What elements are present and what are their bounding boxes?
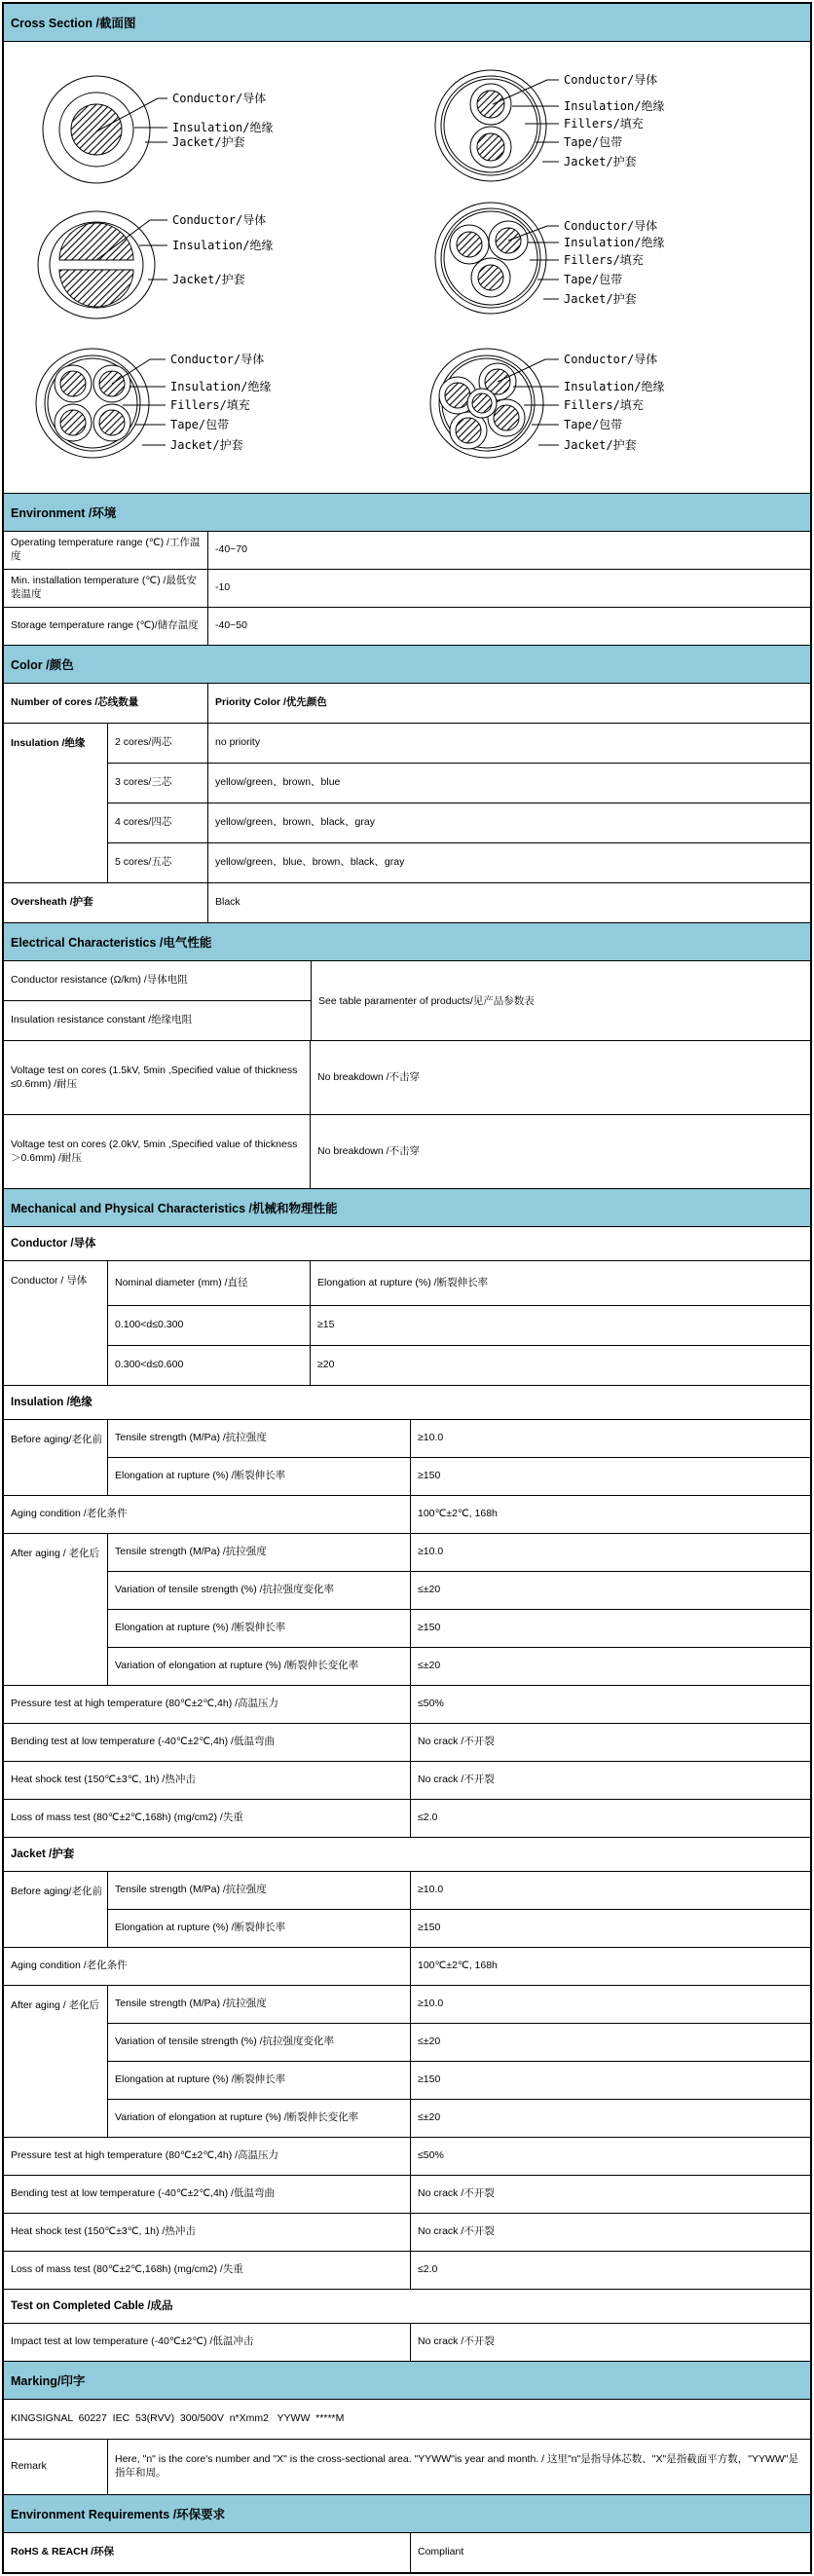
row-value: ≥150 <box>418 1470 441 1482</box>
row-label-before-aging: Before aging/老化前 <box>4 1420 108 1495</box>
diagram-label-conductor: Conductor/导体 <box>172 92 267 105</box>
section-header-mechanical: Mechanical and Physical Characteristics /机械和物理性能 <box>4 1189 810 1227</box>
diagram-label-insulation: Insulation/绝缘 <box>172 239 274 252</box>
resistance-row-conductor <box>4 961 311 1001</box>
table-row <box>108 1648 810 1685</box>
table-row <box>108 1458 810 1495</box>
remark-row <box>4 2440 810 2495</box>
row-label: Voltage test on cores (2.0kV, 5min ,Specified value of thickness ＞0.6mm) /耐压 <box>4 1115 311 1188</box>
conductor-table <box>4 1261 810 1386</box>
table-row <box>108 1910 810 1947</box>
row-label: Min. installation temperature (℃) /最低安装温度 <box>4 570 208 607</box>
row-value: No crack /不开裂 <box>418 2335 495 2348</box>
subsection-insulation: Insulation /绝缘 <box>4 1386 810 1420</box>
row-value: ≥10.0 <box>418 1884 444 1896</box>
conductor-row-2 <box>108 1346 810 1385</box>
diagram-5-core <box>430 349 664 458</box>
jacket-before-aging-group <box>4 1872 810 1948</box>
row-value: ≥150 <box>418 1622 441 1634</box>
color-cell: yellow/green、blue、brown、black、gray <box>215 856 405 869</box>
table-row <box>108 2062 810 2100</box>
row-label: Tensile strength (M/Pa) /抗拉强度 <box>108 1986 411 2023</box>
color-row-4cores <box>108 803 810 843</box>
row-label: Loss of mass test (80℃±2℃,168h) (mg/cm2) /失重 <box>4 1800 411 1837</box>
elongation-cell: ≥15 <box>317 1319 335 1331</box>
row-value: 100℃±2℃, 168h <box>418 1508 498 1520</box>
color-cell: yellow/green、brown、blue <box>215 776 341 789</box>
row-value: ≤50% <box>418 1698 444 1710</box>
voltage-test-row-2 <box>4 1115 810 1189</box>
diagram-1-core <box>43 76 273 183</box>
marking-line-row <box>4 2400 810 2440</box>
row-value: ≥10.0 <box>418 1546 444 1558</box>
diagram-label-jacket: Jacket/护套 <box>172 273 245 286</box>
insulation-heat-shock-row <box>4 1762 810 1800</box>
jacket-aging-condition-row <box>4 1948 810 1986</box>
diagram-label-conductor: Conductor/导体 <box>564 353 658 366</box>
cores-cell: 2 cores/两芯 <box>108 724 208 763</box>
diagram-label-conductor: Conductor/导体 <box>564 73 658 87</box>
diagram-label-fillers: Fillers/填充 <box>564 253 644 267</box>
row-value: ≤2.0 <box>418 2263 438 2276</box>
diagram-label-jacket: Jacket/护套 <box>564 155 637 168</box>
voltage-test-row-1 <box>4 1041 810 1115</box>
diagram-label-tape: Tape/包带 <box>564 135 623 149</box>
row-label-after-aging: After aging / 老化后 <box>4 1534 108 1685</box>
diagram-label-fillers: Fillers/填充 <box>170 398 250 412</box>
section-header-env-requirements: Environment Requirements /环保要求 <box>4 2495 810 2533</box>
row-label: Variation of elongation at rupture (%) /断裂伸长变化率 <box>108 1648 411 1685</box>
insulation-after-aging-group <box>4 1534 810 1686</box>
row-label: Bending test at low temperature (-40℃±2℃,4h) /低温弯曲 <box>4 1724 411 1761</box>
row-value: ≥150 <box>418 1922 441 1934</box>
row-label: Tensile strength (M/Pa) /抗拉强度 <box>108 1872 411 1909</box>
color-insulation-group <box>4 724 810 883</box>
subsection-completed-cable: Test on Completed Cable /成品 <box>4 2290 810 2324</box>
row-label: Impact test at low temperature (-40℃±2℃) /低温冲击 <box>4 2324 411 2361</box>
table-row <box>108 1986 810 2024</box>
section-header-color: Color /颜色 <box>4 646 810 684</box>
row-value: -10 <box>215 581 231 594</box>
section-header-environment: Environment /环境 <box>4 494 810 532</box>
row-label: Variation of elongation at rupture (%) /断裂伸长变化率 <box>108 2100 411 2137</box>
table-row <box>108 1610 810 1648</box>
diagram-label-insulation: Insulation/绝缘 <box>564 99 665 113</box>
row-value: 100℃±2℃, 168h <box>418 1960 498 1972</box>
row-label: Loss of mass test (80℃±2℃,168h) (mg/cm2) /失重 <box>4 2252 411 2289</box>
diagram-label-jacket: Jacket/护套 <box>172 135 245 149</box>
row-value: ≤2.0 <box>418 1811 438 1824</box>
diagram-label-conductor: Conductor/导体 <box>170 353 265 366</box>
diagram-label-fillers: Fillers/填充 <box>564 398 644 412</box>
subsection-jacket: Jacket /护套 <box>4 1838 810 1872</box>
conductor-header-row <box>108 1261 810 1306</box>
cores-cell: 3 cores/三芯 <box>108 764 208 803</box>
env-row-min-install-temp <box>4 570 810 608</box>
impact-test-row <box>4 2324 810 2362</box>
row-label: Elongation at rupture (%) /断裂伸长率 <box>108 2062 411 2099</box>
row-value: ≤±20 <box>418 2035 441 2048</box>
diagram-label-conductor: Conductor/导体 <box>172 213 267 227</box>
diagram-label-tape: Tape/包带 <box>564 273 623 286</box>
marking-line: KINGSIGNAL 60227 IEC 53(RVV) 300/500V n*Xmm2 YYWW *****M <box>11 2412 345 2425</box>
row-label: RoHS & REACH /环保 <box>4 2533 411 2572</box>
table-row <box>108 1420 810 1458</box>
jacket-after-aging-group <box>4 1986 810 2138</box>
row-label: Bending test at low temperature (-40℃±2℃,4h) /低温弯曲 <box>4 2176 411 2213</box>
diagram-2-core-flat <box>38 211 273 318</box>
table-row <box>108 2100 810 2137</box>
env-row-storage-temp <box>4 608 810 646</box>
section-header-cross-section: Cross Section /截面图 <box>4 4 810 42</box>
row-value: ≤50% <box>418 2149 444 2162</box>
cross-section-diagram-panel <box>4 42 810 494</box>
row-value: -40~70 <box>215 543 247 556</box>
insulation-pressure-test-row <box>4 1686 810 1724</box>
insulation-bending-test-row <box>4 1724 810 1762</box>
elongation-cell: ≥20 <box>317 1359 335 1371</box>
subsection-conductor: Conductor /导体 <box>4 1227 810 1261</box>
row-label: Elongation at rupture (%) /断裂伸长率 <box>108 1610 411 1647</box>
row-label: Heat shock test (150℃±3℃, 1h) /热冲击 <box>4 1762 411 1799</box>
cores-cell: 5 cores/五芯 <box>108 843 208 882</box>
resistance-value: See table paramenter of products/见产品参数表 <box>318 995 535 1007</box>
diagram-label-tape: Tape/包带 <box>170 418 230 431</box>
row-label-conductor: Conductor / 导体 <box>4 1261 108 1385</box>
table-row <box>108 1534 810 1572</box>
color-cell: no priority <box>215 736 261 749</box>
row-label: Variation of tensile strength (%) /抗拉强度变化率 <box>108 2024 411 2061</box>
jacket-loss-of-mass-row <box>4 2252 810 2290</box>
table-row <box>108 1572 810 1610</box>
row-value: ≤±20 <box>418 2111 441 2124</box>
remark-text: Here, "n" is the core's number and "X" is the cross-sectional area. "YYWW"is year and month. / 这里"n"是指导体芯数、"X"是指截面平方数，"YYWW"是指年和周。 <box>115 2453 798 2479</box>
row-value: ≤±20 <box>418 1660 441 1672</box>
row-label: Elongation at rupture (%) /断裂伸长率 <box>108 1910 411 1947</box>
section-header-electrical: Electrical Characteristics /电气性能 <box>4 923 810 961</box>
diagram-label-jacket: Jacket/护套 <box>170 438 243 452</box>
jacket-bending-test-row <box>4 2176 810 2214</box>
row-value: No crack /不开裂 <box>418 1773 495 1786</box>
row-label: Pressure test at high temperature (80℃±2℃,4h) /高温压力 <box>4 2138 411 2175</box>
rohs-reach-row <box>4 2533 810 2572</box>
row-label-insulation: Insulation /绝缘 <box>4 724 108 882</box>
diagram-label-insulation: Insulation/绝缘 <box>564 236 665 249</box>
diameter-cell: 0.300<d≤0.600 <box>108 1346 311 1385</box>
row-label: Aging condition /老化条件 <box>4 1496 411 1533</box>
row-label: Voltage test on cores (1.5kV, 5min ,Specified value of thickness ≤0.6mm) /耐压 <box>4 1041 311 1114</box>
column-header-cores: Number of cores /芯线数量 <box>4 684 208 723</box>
row-label-after-aging: After aging / 老化后 <box>4 1986 108 2137</box>
row-value: ≥10.0 <box>418 1997 444 2010</box>
row-label: Insulation resistance constant /绝缘电阻 <box>11 1014 193 1027</box>
row-label: Tensile strength (M/Pa) /抗拉强度 <box>108 1420 411 1457</box>
cable-cross-section-drawing <box>4 42 812 493</box>
jacket-heat-shock-row <box>4 2214 810 2252</box>
row-label: Elongation at rupture (%) /断裂伸长率 <box>108 1458 411 1495</box>
diagram-label-insulation: Insulation/绝缘 <box>564 380 665 393</box>
diameter-cell: 0.100<d≤0.300 <box>108 1306 311 1345</box>
row-label: Conductor resistance (Ω/km) /导体电阻 <box>11 974 188 987</box>
row-label: Variation of tensile strength (%) /抗拉强度变化率 <box>108 1572 411 1609</box>
jacket-pressure-test-row <box>4 2138 810 2176</box>
remark-label: Remark <box>4 2440 108 2494</box>
row-value: No crack /不开裂 <box>418 2187 495 2200</box>
row-label: Tensile strength (M/Pa) /抗拉强度 <box>108 1534 411 1571</box>
insulation-loss-of-mass-row <box>4 1800 810 1838</box>
resistance-group <box>4 961 810 1041</box>
row-value: -40~50 <box>215 619 247 632</box>
cores-cell: 4 cores/四芯 <box>108 803 208 842</box>
row-value: No breakdown /不击穿 <box>317 1144 421 1157</box>
row-value: ≤±20 <box>418 1584 441 1596</box>
row-label: Heat shock test (150℃±3℃, 1h) /热冲击 <box>4 2214 411 2251</box>
color-row-2cores <box>108 724 810 764</box>
diagram-label-insulation: Insulation/绝缘 <box>172 121 274 134</box>
diagram-label-conductor: Conductor/导体 <box>564 219 658 233</box>
row-value: Black <box>215 896 240 909</box>
row-value: No crack /不开裂 <box>418 2225 495 2238</box>
column-header-elongation: Elongation at rupture (%) /断裂伸长率 <box>317 1276 489 1288</box>
diagram-label-jacket: Jacket/护套 <box>564 438 637 452</box>
row-value: No breakdown /不击穿 <box>317 1070 421 1083</box>
resistance-row-insulation <box>4 1001 311 1040</box>
diagram-label-jacket: Jacket/护套 <box>564 292 637 306</box>
color-cell: yellow/green、brown、black、gray <box>215 816 375 829</box>
color-row-3cores <box>108 764 810 803</box>
row-label: Oversheath /护套 <box>4 883 208 922</box>
diagram-2-core <box>435 70 664 181</box>
row-value: ≥10.0 <box>418 1432 444 1444</box>
diagram-label-fillers: Fillers/填充 <box>564 117 644 131</box>
oversheath-row <box>4 883 810 923</box>
diagram-label-tape: Tape/包带 <box>564 418 623 431</box>
color-row-5cores <box>108 843 810 882</box>
row-value: No crack /不开裂 <box>418 1736 495 1748</box>
insulation-aging-condition-row <box>4 1496 810 1534</box>
env-row-operating-temp <box>4 532 810 570</box>
table-row <box>108 2024 810 2062</box>
color-header-row <box>4 684 810 724</box>
column-header-diameter: Nominal diameter (mm) /直径 <box>108 1261 311 1305</box>
row-label: Operating temperature range (℃) /工作温度 <box>4 532 208 569</box>
insulation-before-aging-group <box>4 1420 810 1496</box>
section-header-marking: Marking/印字 <box>4 2362 810 2400</box>
table-row <box>108 1872 810 1910</box>
conductor-row-1 <box>108 1306 810 1346</box>
row-label: Storage temperature range (℃)/储存温度 <box>4 608 208 645</box>
row-label-before-aging: Before aging/老化前 <box>4 1872 108 1947</box>
row-value: ≥150 <box>418 2073 441 2086</box>
row-value: Compliant <box>418 2546 464 2558</box>
row-label: Aging condition /老化条件 <box>4 1948 411 1985</box>
diagram-4-core <box>36 349 271 458</box>
cable-datasheet <box>2 2 812 2574</box>
diagram-3-core <box>435 203 664 314</box>
row-label: Pressure test at high temperature (80℃±2℃,4h) /高温压力 <box>4 1686 411 1723</box>
diagram-label-insulation: Insulation/绝缘 <box>170 380 272 393</box>
column-header-priority-color: Priority Color /优先颜色 <box>215 696 327 709</box>
